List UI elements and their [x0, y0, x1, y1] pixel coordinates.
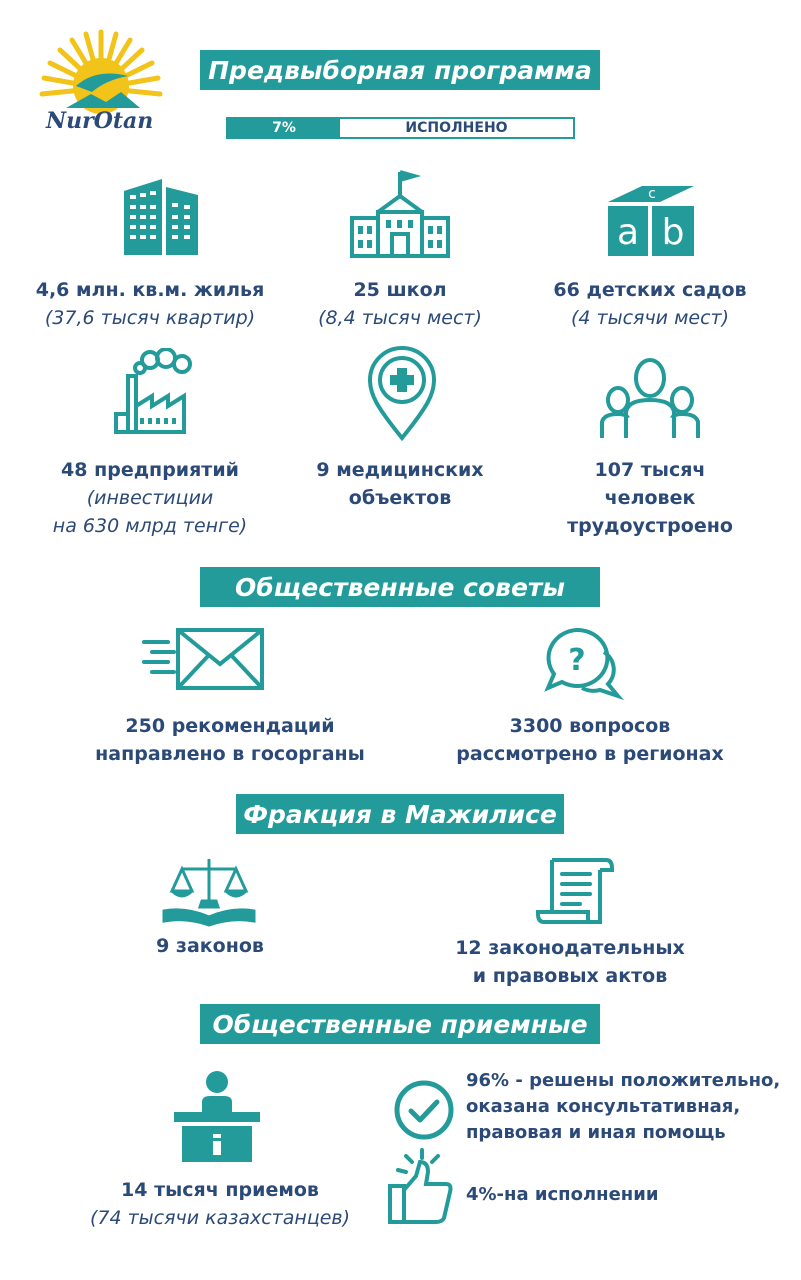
- stat-recommendations: [60, 712, 400, 768]
- reception-title: Общественные приемные: [200, 1004, 600, 1044]
- nur-otan-logo: [36, 28, 166, 140]
- svg-text:?: ?: [568, 643, 586, 678]
- stat-questions: [430, 712, 750, 768]
- stat-laws-line1: 9 законов: [156, 935, 264, 957]
- stat-housing-value: 4,6 млн. кв.м. жилья: [35, 279, 265, 301]
- check-circle-icon: [392, 1078, 456, 1146]
- stat-housing-note: (37,6 тысяч квартир): [44, 307, 256, 329]
- building-icon: [118, 173, 204, 261]
- stat-questions-line1: 3300 вопросов: [509, 715, 671, 737]
- info-desk-icon: [172, 1068, 262, 1168]
- medical-pin-icon: [366, 346, 438, 446]
- factory-icon: [110, 348, 202, 444]
- stat-resolved-line2: оказана консультативная,: [466, 1096, 741, 1117]
- envelope-icon: [140, 626, 266, 696]
- stat-recommendations-line1: 250 рекомендаций: [125, 715, 335, 737]
- stat-laws: [110, 932, 310, 960]
- stat-recommendations-line2: направлено в госорганы: [95, 743, 365, 765]
- stat-employment-line3: трудоустроено: [567, 515, 733, 537]
- progress-bar: [226, 117, 575, 139]
- councils-title: Общественные советы: [200, 567, 600, 607]
- stat-enterprises-note1: (инвестиции: [86, 487, 214, 509]
- stat-enterprises-value: 48 предприятий: [61, 459, 239, 481]
- thumbs-up-icon: [386, 1146, 456, 1230]
- abc-cubes-icon: [602, 178, 698, 264]
- stat-medical-line2: объектов: [348, 487, 452, 509]
- stat-acts-line1: 12 законодательных: [455, 937, 685, 959]
- svg-text:a: a: [616, 212, 640, 253]
- stat-in-progress: [466, 1182, 786, 1208]
- stat-schools-value: 25 школ: [353, 279, 447, 301]
- program-title: Предвыборная программа: [200, 50, 600, 90]
- stat-receptions-line2: (74 тысячи казахстанцев): [89, 1207, 351, 1229]
- stat-receptions: [40, 1176, 400, 1232]
- stat-acts: [440, 934, 700, 990]
- stat-enterprises-note2: на 630 млрд тенге): [52, 515, 248, 537]
- people-icon: [600, 356, 700, 444]
- logo-text: NurOtan: [46, 108, 154, 134]
- stat-resolved-line1: 96% - решены положительно,: [466, 1070, 781, 1091]
- stat-housing: [20, 276, 280, 332]
- svg-text:c: c: [648, 186, 656, 202]
- school-icon: [348, 168, 452, 264]
- stat-schools: [290, 276, 510, 332]
- stat-medical: [300, 456, 500, 512]
- stat-in-progress-line1: 4%-на исполнении: [466, 1184, 659, 1205]
- stat-receptions-line1: 14 тысяч приемов: [121, 1179, 319, 1201]
- stat-resolved-line3: правовая и иная помощь: [466, 1122, 726, 1143]
- stat-employment-line1: 107 тысяч: [594, 459, 706, 481]
- stat-schools-note: (8,4 тысяч мест): [318, 307, 482, 329]
- scales-book-icon: [160, 855, 258, 931]
- faction-title: Фракция в Мажилисе: [236, 794, 564, 834]
- progress-fill: 7%: [228, 119, 340, 137]
- stat-kindergartens-value: 66 детских садов: [553, 279, 747, 301]
- progress-status: ИСПОЛНЕНО: [405, 120, 508, 136]
- stat-resolved: [466, 1068, 786, 1146]
- stat-enterprises: [20, 456, 280, 540]
- stat-kindergartens-note: (4 тысячи мест): [570, 307, 730, 329]
- svg-text:b: b: [661, 212, 685, 253]
- document-scroll-icon: [536, 856, 614, 930]
- stat-questions-line2: рассмотрено в регионах: [456, 743, 724, 765]
- stat-kindergartens: [540, 276, 760, 332]
- stat-employment: [550, 456, 750, 540]
- stat-medical-line1: 9 медицинских: [316, 459, 484, 481]
- stat-acts-line2: и правовых актов: [472, 965, 668, 987]
- question-bubble-icon: [542, 626, 624, 706]
- stat-employment-line2: человек: [604, 487, 696, 509]
